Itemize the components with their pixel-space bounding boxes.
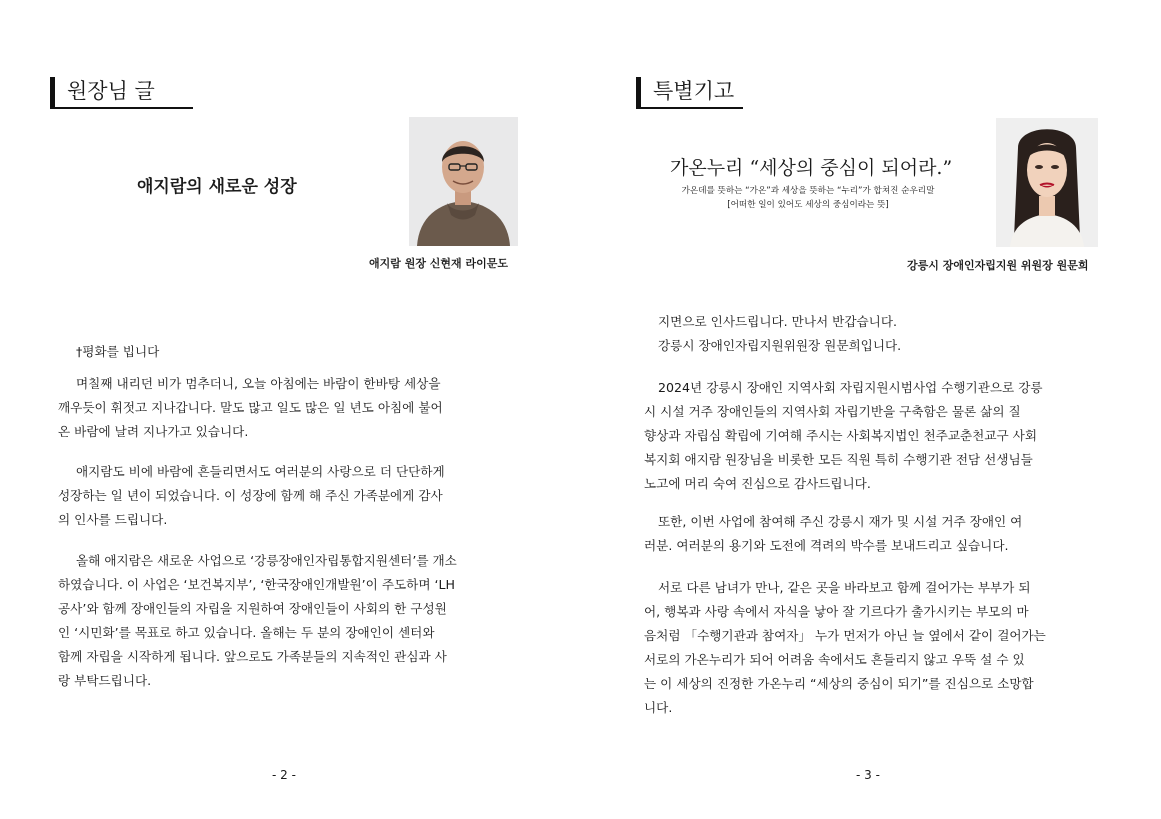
author-byline: 강릉시 장애인자립지원 위원장 원문희 [907,259,1089,272]
text-line: 랑 부탁드립니다. [58,673,152,688]
text-line: 2024년 강릉시 장애인 지역사회 자립지원시범사업 수행기관으로 강릉 [658,380,1043,395]
text-line: 함께 자립을 시작하게 됩니다. 앞으로도 가족분들의 지속적인 관심과 사 [58,649,447,664]
text-line: 인 ‘시민화’를 목표로 하고 있습니다. 올해는 두 분의 장애인이 센터와 [58,625,435,640]
text-line: 음처럼 「수행기관과 참여자」 누가 먼저가 아닌 늘 옆에서 같이 걸어가는 [644,628,1046,643]
greeting: †평화를 빕니다 [76,344,160,359]
paragraph-1 [644,376,1104,496]
text-line: 러분. 여러분의 용기와 도전에 격려의 박수를 보내드리고 싶습니다. [644,538,1009,553]
left-page [0,0,580,819]
author-byline: 애지람 원장 신현재 라이문도 [369,257,508,270]
paragraph-3 [58,549,517,693]
paragraph-3 [644,576,1104,720]
text-line: 올해 애지람은 새로운 사업으로 ‘강릉장애인자립통합지원센터’를 개소 [76,553,457,568]
text-line: 애지람도 비에 바람에 흔들리면서도 여러분의 사랑으로 더 단단하게 [76,464,445,479]
article-subtitle: 가온데를 뜻하는 “가온”과 세상을 뜻하는 “누리”가 합쳐진 순우리말 [681,186,935,196]
section-header-left [50,77,193,109]
text-line: 어, 행복과 사랑 속에서 자식을 낳아 잘 기르다가 출가시키는 부모의 마 [644,604,1029,619]
text-line: 또한, 이번 사업에 참여해 주신 강릉시 재가 및 시설 거주 장애인 여 [658,514,1023,529]
author-photo-man [409,117,518,246]
text-line: 공사’와 함께 장애인들의 자립을 지원하여 장애인들이 사회의 한 구성원 [58,601,447,616]
article-title: 가온누리 “세상의 중심이 되어라.” [670,157,953,179]
text-line: 의 인사를 드립니다. [58,512,168,527]
author-photo-woman [996,118,1098,247]
paragraph-1 [58,372,517,444]
section-title: 특별기고 [641,77,743,109]
paragraph-2 [644,510,1104,558]
page-number: - 2 - [272,768,296,782]
section-title: 원장님 글 [55,77,193,109]
text-line: 노고에 머리 숙여 진심으로 감사드립니다. [644,476,871,491]
text-line: 며칠째 내리던 비가 멈추더니, 오늘 아침에는 바람이 한바탕 세상을 [76,376,441,391]
section-header-right [636,77,743,109]
text-line: 는 이 세상의 진정한 가온누리 “세상의 중심이 되기”를 진심으로 소망합 [644,676,1034,691]
right-page [580,0,1161,819]
text-line: 강릉시 장애인자립지원위원장 원문희입니다. [658,338,902,353]
text-line: 온 바람에 날려 지나가고 있습니다. [58,424,249,439]
paragraph-2 [58,460,517,532]
portrait-man-icon [409,117,518,246]
page-number: - 3 - [856,768,880,782]
text-line: 서로 다른 남녀가 만나, 같은 곳을 바라보고 함께 걸어가는 부부가 되 [658,580,1031,595]
text-line: 하였습니다. 이 사업은 ‘보건복지부’, ‘한국장애인개발원’이 주도하며 ‘LH [58,577,455,592]
text-line: 서로의 가온누리가 되어 어려움 속에서도 흔들리지 않고 우뚝 설 수 있 [644,652,1025,667]
text-line: 복지회 애지람 원장님을 비롯한 모든 직원 특히 수행기관 전담 선생님들 [644,452,1033,467]
article-subtitle-note: [어떠한 일이 있어도 세상의 중심이라는 뜻] [727,200,889,210]
intro-paragraph [644,310,1104,358]
article-title: 애지람의 새로운 성장 [137,177,297,197]
text-line: 깨우듯이 휘젓고 지나갑니다. 말도 많고 일도 많은 일 년도 아침에 불어 [58,400,443,415]
text-line: 시 시설 거주 장애인들의 지역사회 자립기반을 구축함은 물론 삶의 질 [644,404,1021,419]
portrait-woman-icon [996,118,1098,247]
text-line: 니다. [644,700,673,715]
text-line: 성장하는 일 년이 되었습니다. 이 성장에 함께 해 주신 가족분에게 감사 [58,488,443,503]
text-line: 지면으로 인사드립니다. 만나서 반갑습니다. [658,314,897,329]
text-line: 향상과 자립심 확립에 기여해 주시는 사회복지법인 천주교춘천교구 사회 [644,428,1037,443]
